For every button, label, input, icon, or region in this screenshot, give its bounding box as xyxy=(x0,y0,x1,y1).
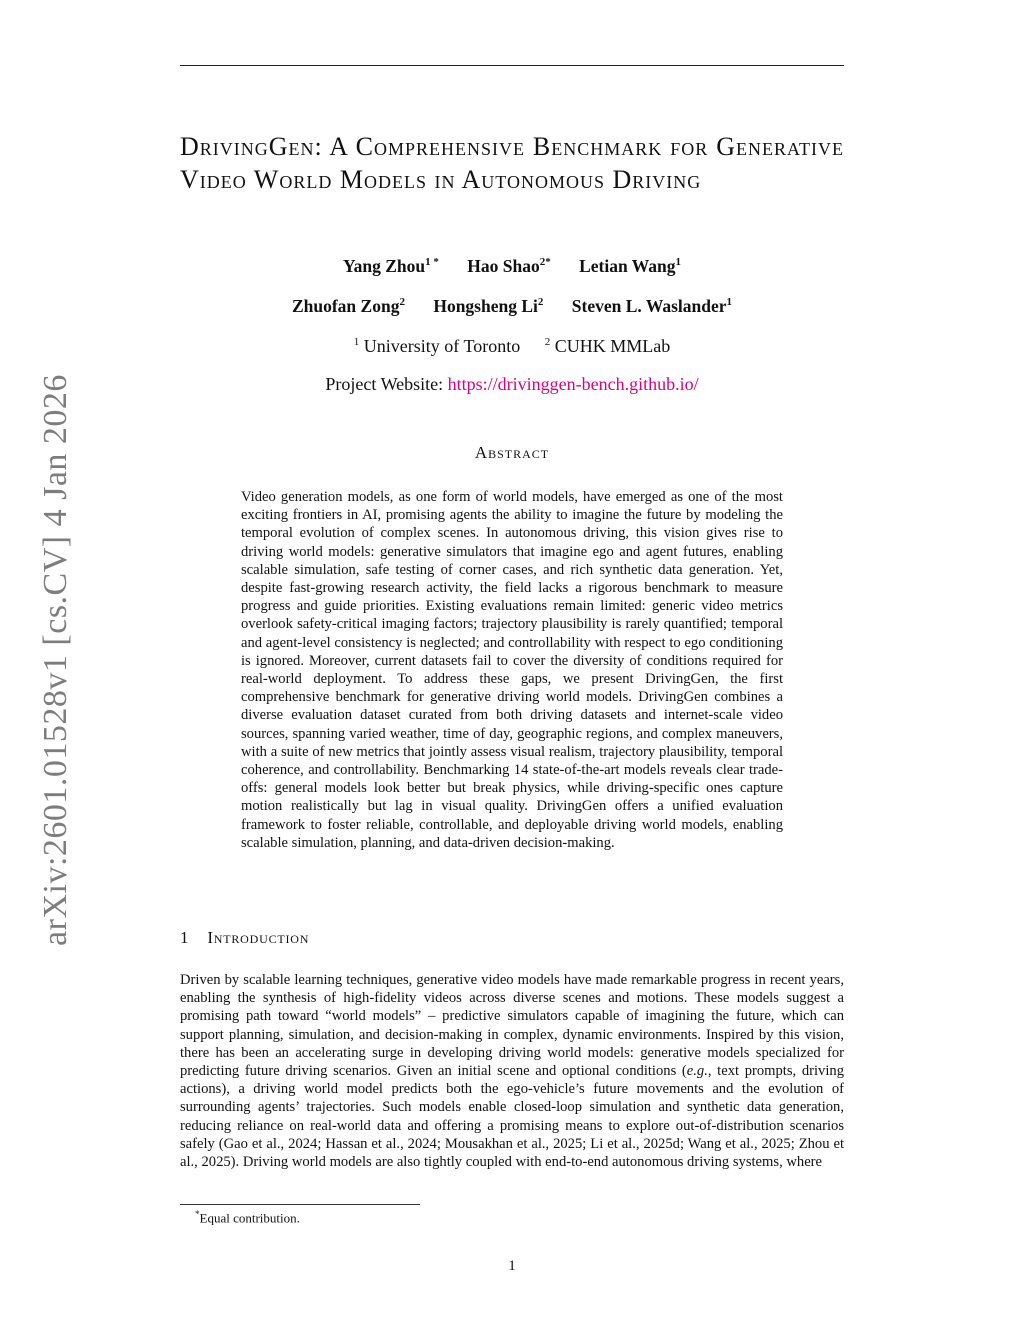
affiliation: $^1$ University of Toronto xyxy=(353,336,521,356)
footnote-rule xyxy=(180,1204,420,1205)
section-number: 1 xyxy=(180,928,190,947)
author: Steven L. Waslander$^1$ xyxy=(571,296,733,316)
top-rule xyxy=(180,65,844,66)
page-number: 1 xyxy=(508,1258,516,1274)
project-website xyxy=(180,374,844,395)
author: Hao Shao$^{2*}$ xyxy=(467,256,551,276)
website-label: Project Website: xyxy=(325,374,448,394)
abstract-heading: Abstract xyxy=(474,443,550,462)
website-link[interactable]: https://drivinggen-bench.github.io/ xyxy=(447,374,699,394)
author: Yang Zhou$^{1 *}$ xyxy=(342,256,439,276)
arxiv-identifier: arXiv:2601.01528v1 [cs.CV] 4 Jan 2026 xyxy=(37,374,74,946)
section-heading xyxy=(180,928,309,948)
affiliation: $^2$ CUHK MMLab xyxy=(544,336,671,356)
affiliations xyxy=(180,336,844,357)
abstract-text: Video generation models, as one form of world models, have emerged as one of the most exciting frontiers in AI, promising agents the ability to imagine the future by modeling the temporal evolution of complex scenes. In autonomous driving, this vision gives rise to driving world models: generative simulators that imagine ego and agent futures, enabling scalable simulation, safe testing of corner cases, and rich synthetic data generation. Yet, despite fast-growing research activity, the field lacks a rigorous benchmark to measure progress and guide priorities. Existing evaluations remain limited: generic video metrics overlook safety-critical imaging factors; trajectory plausibility is rarely quantified; temporal and agent-level consistency is neglected; and controllability with respect to ego conditioning is ignored. Moreover, current datasets fail to cover the diversity of conditions required for real-world deployment. To address these gaps, we present DrivingGen, the first comprehensive benchmark for generative driving world models. DrivingGen combines a diverse evaluation dataset curated from both driving datasets and internet-scale video sources, spanning varied weather, time of day, geographic regions, and complex maneuvers, with a suite of new metrics that jointly assess visual realism, trajectory plausibility, temporal coherence, and controllability. Benchmarking 14 state-of-the-art models reveals clear trade-offs: general models look better but break physics, while driving-specific ones capture motion realistically but lag in visual quality. DrivingGen offers a unified evaluation framework to foster reliable, controllable, and deployable driving world models, enabling scalable simulation, planning, and data-driven decision-making. xyxy=(241,489,783,851)
footnote: *Equal contribution. xyxy=(195,1209,300,1226)
section-title: Introduction xyxy=(207,928,310,947)
author: Zhuofan Zong$^2$ xyxy=(291,296,405,316)
author-row-1 xyxy=(180,256,844,277)
author-row-2 xyxy=(180,296,844,317)
introduction-paragraph: Driven by scalable learning techniques, generative video models have made remarkable progress in recent years, enabling the synthesis of high-fidelity videos across diverse scenes and motions. These models suggest a promising path toward “world models” – predictive simulators capable of imagining the future, which can support planning, simulation, and decision-making in complex, dynamic environments. Inspired by this vision, there has been an accelerating surge in developing driving world models: generative models specialized for predicting future driving scenarios. Given an initial scene and optional conditions (e.g., text prompts, driving actions), a driving world model predicts both the ego-vehicle’s future movements and the evolution of surrounding agents’ trajectories. Such models enable closed-loop simulation and synthetic data generation, reducing reliance on real-world data and offering a promising means to explore out-of-distribution scenarios safely (Gao et al., 2024; Hassan et al., 2024; Mousakhan et al., 2025; Li et al., 2025d; Wang et al., 2025; Zhou et al., 2025). Driving world models are also tightly coupled with end-to-end autonomous driving systems, where xyxy=(180,972,844,1171)
paper-title: DrivingGen: A Comprehensive Benchmark for Generative Video World Models in Autonomous Driving xyxy=(180,132,844,194)
author: Letian Wang$^1$ xyxy=(579,256,682,276)
author: Hongsheng Li$^2$ xyxy=(433,296,544,316)
